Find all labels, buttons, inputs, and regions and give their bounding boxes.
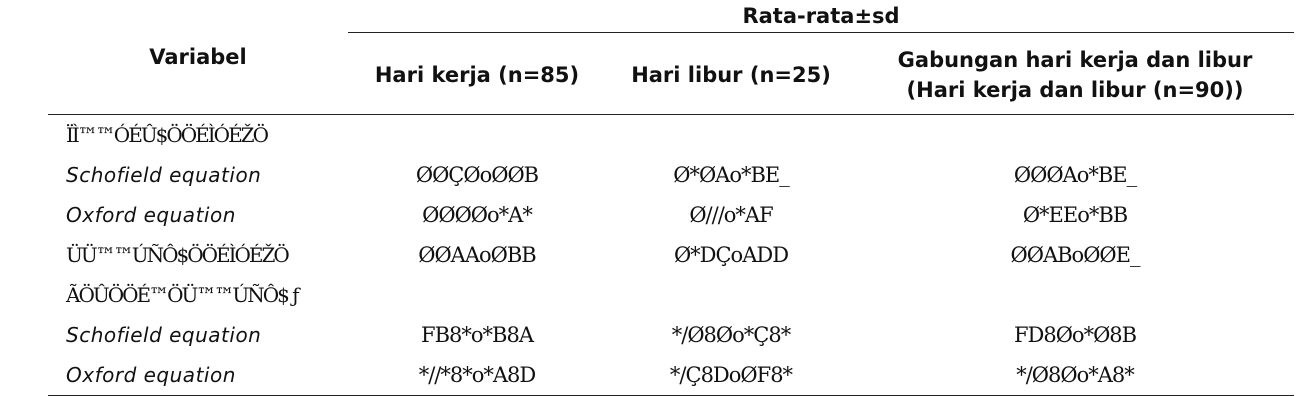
results-table-container xyxy=(48,0,1294,396)
row-label: ÜÜ™™ÚÑÔ$ÖÖÉÌÓÉŽÖ xyxy=(66,242,288,267)
row-label-text: Oxford equation xyxy=(66,362,236,387)
cell-value xyxy=(348,275,606,315)
table-row xyxy=(48,155,1294,195)
column-header-holiday: Hari libur (n=25) xyxy=(606,32,856,114)
column-header-workday: Hari kerja (n=85) xyxy=(348,32,606,114)
cell-value: FB8*o*B8A xyxy=(421,322,533,347)
cell-value: Ø*DÇoADD xyxy=(673,242,789,267)
column-header-combined-line: (Hari kerja dan libur (n=90)) xyxy=(906,77,1244,102)
cell-value: Ø*ØAo*BE_ xyxy=(673,162,789,187)
cell-value: */Ç8DoØF8* xyxy=(606,355,856,396)
cell-value xyxy=(606,114,856,155)
table-row xyxy=(48,315,1294,355)
cell-value: ØØABoØØE_ xyxy=(1010,242,1140,267)
column-header-combined xyxy=(856,32,1294,114)
cell-value: *//*8*o*A8D xyxy=(348,355,606,396)
cell-value: ØØØØo*A* xyxy=(422,202,532,227)
table-row xyxy=(48,235,1294,275)
cell-value xyxy=(856,114,1294,155)
cell-value xyxy=(856,275,1294,315)
row-label xyxy=(48,195,348,235)
row-label xyxy=(48,355,348,396)
cell-value: ØØÇØoØØB xyxy=(415,162,539,187)
table-row xyxy=(48,195,1294,235)
table-row xyxy=(48,275,1294,315)
row-label-text: Oxford equation xyxy=(66,202,236,227)
row-label-text: Schofield equation xyxy=(66,322,262,347)
row-label xyxy=(48,315,348,355)
cell-value: ØØØAo*BE_ xyxy=(1013,162,1137,187)
table-row xyxy=(48,355,1294,396)
row-label: ÃÖÛÖÖÉ™ÖÜ™™ÚÑÔ$ ƒ xyxy=(66,282,298,307)
cell-value: Ø*EEo*BB xyxy=(1022,202,1128,227)
mean-sd-group-header: Rata-rata±sd xyxy=(348,0,1294,32)
cell-value xyxy=(348,114,606,155)
cell-value xyxy=(606,275,856,315)
table-row xyxy=(48,114,1294,155)
cell-value: FD8Øo*Ø8B xyxy=(1013,322,1137,347)
variable-column-header: Variabel xyxy=(48,0,348,114)
cell-value: Ø///o*AF xyxy=(689,202,773,227)
column-header-combined-line: Gabungan hari kerja dan libur xyxy=(897,47,1253,72)
column-header-combined-text xyxy=(857,45,1293,105)
row-label: ÏÌ™™ÓÉÛ$ÖÖÉÌÓÉŽÖ xyxy=(66,122,267,147)
cell-value: ØØAAoØBB xyxy=(418,242,536,267)
row-label-text: Schofield equation xyxy=(66,162,262,187)
row-label xyxy=(48,155,348,195)
results-table xyxy=(48,0,1294,396)
cell-value: */Ø8Øo*A8* xyxy=(856,355,1294,396)
cell-value: */Ø8Øo*Ç8* xyxy=(671,322,791,347)
